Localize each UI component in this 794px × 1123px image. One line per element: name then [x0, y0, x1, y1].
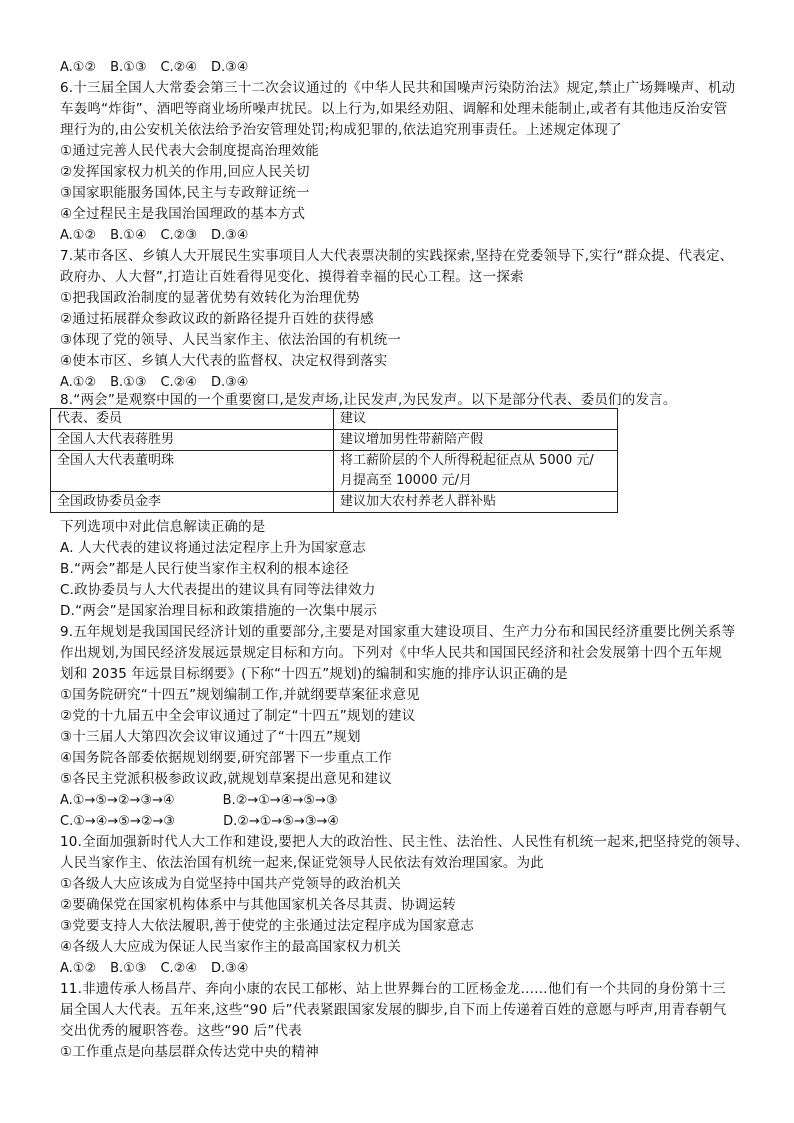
- option-b[interactable]: B.②→①→④→⑤→③: [222, 793, 338, 808]
- q10-item-4: ④各级人大应成为保证人民当家作主的最高国家权力机关: [60, 939, 402, 955]
- q6-stem-line-2: 车轰鸣“炸街”、酒吧等商业场所噪声扰民。以上行为,如果经劝阻、调解和处理未能制止,或者有其他违反治安管: [60, 101, 728, 117]
- q11-stem-line-3: 交出优秀的履职答卷。这些“90 后”代表: [60, 1023, 302, 1039]
- q11-item-1: ①工作重点是向基层群众传达党中央的精神: [60, 1044, 319, 1060]
- option-d[interactable]: D.③④: [211, 228, 249, 243]
- table-cell: 建议加大农村养老人群补贴: [334, 492, 618, 513]
- q10-item-2: ②要确保党在国家机构体系中与其他国家机关各尽其责、协调运转: [60, 897, 456, 913]
- table-row: [51, 430, 618, 451]
- q6-item-4: ④全过程民主是我国治国理政的基本方式: [60, 206, 306, 222]
- q6-item-3: ③国家职能服务国体,民主与专政辩证统一: [60, 185, 310, 201]
- q10-options: [60, 958, 248, 979]
- q7-item-3: ③体现了党的领导、人民当家作主、依法治国的有机统一: [60, 332, 402, 348]
- q9-stem-line-3: 划和 2035 年远景目标纲要》(下称“十四五”规划)的编制和实施的排序认识正确的是: [60, 666, 568, 682]
- table-header: 建议: [334, 409, 618, 430]
- table-cell: [334, 451, 618, 492]
- option-d[interactable]: D.③④: [211, 961, 249, 976]
- option-d[interactable]: D.③④: [211, 375, 249, 390]
- q10-stem-line-1: 10.全面加强新时代人大工作和建设,要把人大的政治性、民主性、法治性、人民性有机统一起来,把坚持党的领导、: [60, 834, 749, 850]
- q8-stem: 8.“两会”是观察中国的一个重要窗口,是发声场,让民发声,为民发声。以下是部分代表、委员们的发言。: [60, 392, 677, 408]
- q8-choice-c[interactable]: C.政协委员与人大代表提出的建议具有同等法律效力: [60, 582, 376, 598]
- q8-choice-a[interactable]: A. 人大代表的建议将通过法定程序上升为国家意志: [60, 540, 366, 556]
- q8-choice-d[interactable]: D.“两会”是国家治理目标和政策措施的一次集中展示: [60, 603, 378, 619]
- q7-stem-line-2: 政府办、人大督”,打造让百姓看得见变化、摸得着幸福的民心工程。这一探索: [60, 269, 524, 285]
- option-b[interactable]: B.①④: [110, 228, 147, 243]
- q7-item-1: ①把我国政治制度的显著优势有效转化为治理优势: [60, 290, 361, 306]
- q6-item-2: ②发挥国家权力机关的作用,回应人民关切: [60, 164, 310, 180]
- table-row: [51, 492, 618, 513]
- q6-item-1: ①通过完善人民代表大会制度提高治理效能: [60, 143, 319, 159]
- option-c[interactable]: C.②③: [160, 228, 197, 243]
- option-d[interactable]: D.②→①→⑤→③→④: [223, 814, 340, 829]
- q9-options-row-2: [60, 811, 339, 832]
- q9-stem-line-2: 作出规划,为国民经济发展远景规定目标和方向。下列对《中华人民共和国国民经济和社会发展第十四个五年规: [60, 645, 723, 661]
- option-a[interactable]: A.①→⑤→②→③→④: [60, 793, 175, 808]
- option-a[interactable]: A.①②: [60, 60, 97, 75]
- q6-options: [60, 225, 248, 246]
- table-cell: 建议增加男性带薪陪产假: [334, 430, 618, 451]
- q9-item-2: ②党的十九届五中全会审议通过了制定“十四五”规划的建议: [60, 708, 416, 724]
- option-c[interactable]: C.②④: [160, 961, 197, 976]
- q11-stem-line-1: 11.非遗传承人杨昌芹、奔向小康的农民工郁彬、站上世界舞台的工匠杨金龙……他们有一个共同的身份第十三: [60, 981, 726, 997]
- option-b[interactable]: B.①③: [110, 60, 147, 75]
- option-d[interactable]: D.③④: [211, 60, 249, 75]
- table-cell: 全国政协委员金李: [51, 492, 334, 513]
- q9-item-5: ⑤各民主党派积极参政议政,就规划草案提出意见和建议: [60, 771, 392, 787]
- table-row: [51, 451, 618, 492]
- option-a[interactable]: A.①②: [60, 375, 97, 390]
- q8-prompt: 下列选项中对此信息解读正确的是: [60, 519, 266, 535]
- table-cell-line: 将工薪阶层的个人所得税起征点从 5000 元/: [340, 453, 594, 468]
- q8-choice-b[interactable]: B.“两会”都是人民行使当家作主权利的根本途径: [60, 561, 349, 577]
- q6-stem-line-1: 6.十三届全国人大常委会第三十二次会议通过的《中华人民共和国噪声污染防治法》规定,禁止广场舞噪声、机动: [60, 80, 736, 96]
- q5-options: [60, 57, 248, 78]
- q11-stem-line-2: 届全国人大代表。五年来,这些“90 后”代表紧跟国家发展的脚步,自下而上传递着百姓的意愿与呼声,用青春朝气: [60, 1002, 727, 1018]
- q9-item-3: ③十三届人大第四次会议审议通过了“十四五”规划: [60, 729, 361, 745]
- option-c[interactable]: C.②④: [160, 375, 197, 390]
- option-b[interactable]: B.①③: [110, 375, 147, 390]
- q9-item-4: ④国务院各部委依据规划纲要,研究部署下一步重点工作: [60, 750, 392, 766]
- option-b[interactable]: B.①③: [110, 961, 147, 976]
- q7-item-2: ②通过拓展群众参政议政的新路径提升百姓的获得感: [60, 311, 374, 327]
- table-cell: 全国人大代表蒋胜男: [51, 430, 334, 451]
- table-cell-line: 月提高至 10000 元/月: [340, 473, 472, 488]
- table-header-row: [51, 409, 618, 430]
- q9-stem-line-1: 9.五年规划是我国国民经济计划的重要部分,主要是对国家重大建设项目、生产力分布和国民经济重要比例关系等: [60, 624, 736, 640]
- option-a[interactable]: A.①②: [60, 228, 97, 243]
- q10-stem-line-2: 人民当家作主、依法治国有机统一起来,保证党领导人民依法有效治理国家。为此: [60, 855, 544, 871]
- q6-stem-line-3: 理行为的,由公安机关依法给予治安管理处罚;构成犯罪的,依法追究刑事责任。上述规定体现了: [60, 122, 622, 138]
- q9-item-1: ①国务院研究“十四五”规划编制工作,并就纲要草案征求意见: [60, 687, 420, 703]
- q10-item-3: ③党要支持人大依法履职,善于使党的主张通过法定程序成为国家意志: [60, 918, 475, 934]
- option-a[interactable]: A.①②: [60, 961, 97, 976]
- q8-speech-table: [50, 408, 618, 513]
- option-c[interactable]: C.②④: [160, 60, 197, 75]
- q7-item-4: ④使本市区、乡镇人大代表的监督权、决定权得到落实: [60, 353, 388, 369]
- table-cell: 全国人大代表董明珠: [51, 451, 334, 492]
- q10-item-1: ①各级人大应该成为自觉坚持中国共产党领导的政治机关: [60, 876, 402, 892]
- table-header: 代表、委员: [51, 409, 334, 430]
- option-c[interactable]: C.①→④→⑤→②→③: [60, 814, 176, 829]
- q9-options-row-1: [60, 790, 338, 811]
- q7-stem-line-1: 7.某市各区、乡镇人大开展民生实事项目人大代表票决制的实践探索,坚持在党委领导下,实行“群众提、代表定、: [60, 248, 734, 264]
